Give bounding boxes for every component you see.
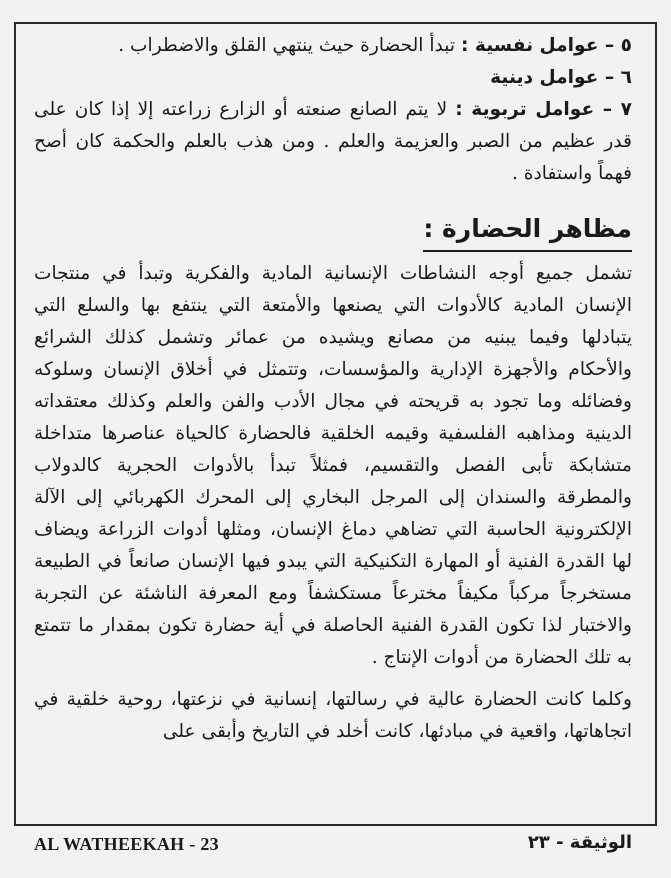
section-paragraph: تشمل جميع أوجه النشاطات الإنسانية المادية والفكرية وتبدأ في منتجات الإنسان المادية كالأدوات التي يصنعها والأمتعة التي ينتفع بها والسلع التي يتبادلها وفيما يبنيه من مصانع ويشيده من عمائر وتشمل كذلك الشرائع والأحكام والأجهزة الإدارية والمؤسسات، وتتمثل في أخلاق الإنسان وسلوكه وفضائله وما تجود به قريحته في مجال الأدب والفن والعلم وكذلك معتقداته الدينية ومذاهبه الفلسفية وقيمه الخلقية فالحضارة كالحياة عناصرها متداخلة متشابكة تأبى الفصل والتقسيم، فمثلاً تبدأ بالأدوات الحجرية كالدولاب والمطرقة والسندان إلى المرجل البخاري إلى المحرك الكهربائي إلى الآلة الإلكترونية الحاسبة التي تضاهي دماغ الإنسان، ومثلها أدوات الزراعة ويضاف لها القدرة الفنية أو المهارة التكنيكية التي يبدو فيها الإنسان صانعاً في الطبيعة مستخرجاً مركباً مكيفاً مخترعاً مستكشفاً ومع المعرفة الناشئة عن التجربة والاختبار لذا تكون القدرة الفنية الحاصلة في أية حضارة تكون بمقدار ما تتمتع به تلك الحضارة من أدوات الإنتاج . [34, 263, 632, 668]
footer-arabic-page: الوثيقة - ٢٣ [527, 832, 632, 853]
list-item-label: ٧ – عوامل تربوية : [455, 99, 632, 120]
section-heading-row [34, 210, 632, 252]
list-item [34, 62, 632, 94]
section-paragraph: وكلما كانت الحضارة عالية في رسالتها، إنسانية في نزعتها، روحية خلقية في اتجاهاتها، واقعية في مبادئها، كانت أخلد في التاريخ وأبقى على [34, 689, 632, 742]
page-footer [34, 834, 632, 864]
list-item [34, 94, 632, 190]
list-item-label: ٥ – عوامل نفسية : [461, 35, 632, 56]
list-item-text: تبدأ الحضارة حيث ينتهي القلق والاضطراب . [118, 35, 462, 56]
page-body [34, 30, 632, 748]
section-heading: مظاهر الحضارة : [423, 210, 632, 252]
footer-journal-page: AL WATHEEKAH - 23 [34, 834, 219, 854]
list-item-label: ٦ – عوامل دينية [490, 67, 632, 88]
list-item [34, 30, 632, 62]
list-item-text: لا يتم الصانع صنعته أو الزارع زراعته إلا إذا كان على قدر عظيم من الصبر والعزيمة والعلم . ومن هذب بالعلم والحكمة كان أصح فهماً واستفادة . [34, 99, 632, 184]
